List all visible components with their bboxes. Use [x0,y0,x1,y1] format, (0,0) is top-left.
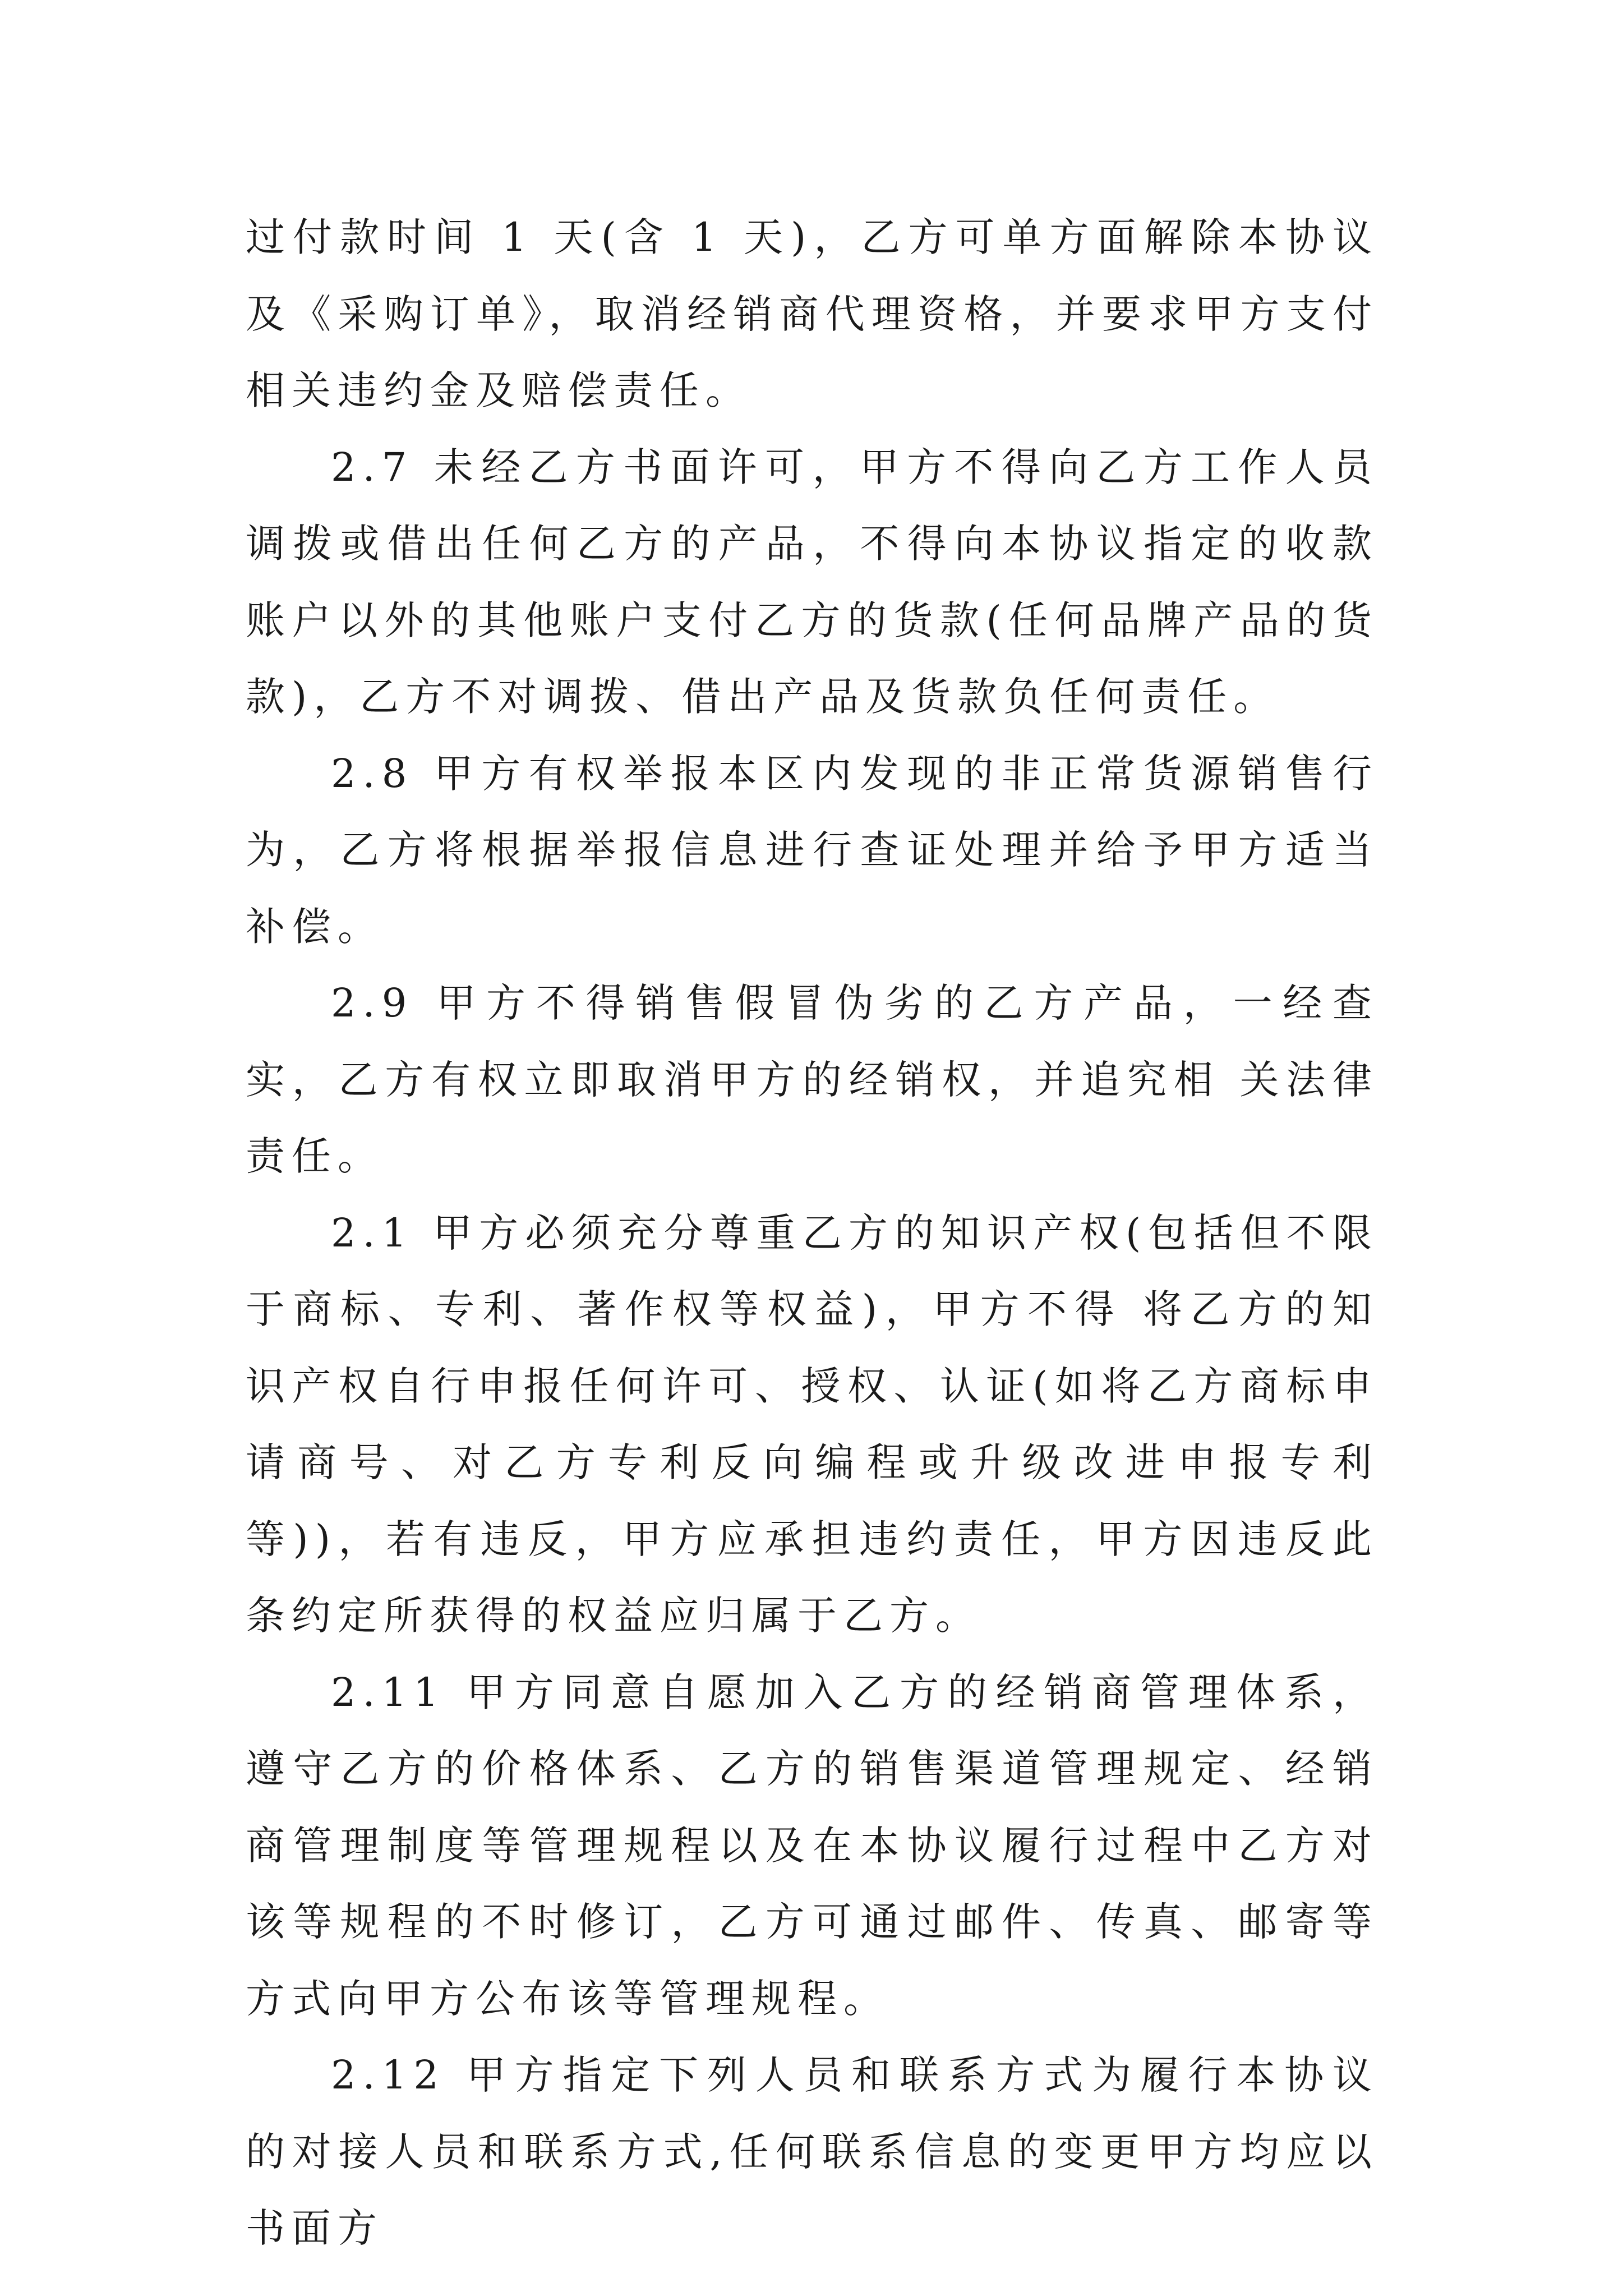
paragraph-2-11: 2.11 甲方同意自愿加入乙方的经销商管理体系，遵守乙方的价格体系、乙方的销售渠道管理规定、经销商管理制度等管理规程以及在本协议履行过程中乙方对该等规程的不时修订，乙方可通过邮件、传真、邮寄等方式向甲方公布该等管理规程。 [246,1669,1378,2022]
paragraph-2-7: 2.7 未经乙方书面许可，甲方不得向乙方工作人员调拨或借出任何乙方的产品，不得向本协议指定的收款账户以外的其他账户支付乙方的货款(任何品牌产品的货款)，乙方不对调拨、借出产品及货款负任何责任。 [246,444,1378,720]
paragraph-2-9: 2.9 甲方不得销售假冒伪劣的乙方产品，一经查实，乙方有权立即取消甲方的经销权，并追究相 关法律责任。 [246,980,1378,1179]
paragraph-2-8: 2.8 甲方有权举报本区内发现的非正常货源销售行为，乙方将根据举报信息进行查证处理并给予甲方适当补偿。 [246,750,1378,950]
paragraph-2-1: 2.1 甲方必须充分尊重乙方的知识产权(包括但不限于商标、专利、著作权等权益)，甲方不得 将乙方的知识产权自行申报任何许可、授权、认证(如将乙方商标申请商号、对乙方专利反向编程或升级改进申报专利等))，若有违反，甲方应承担违约责任，甲方因违反此条约定所获得的权益应归属于乙方。 [246,1209,1378,1639]
paragraph-2-6-continued: 过付款时间 1 天(含 1 天)，乙方可单方面解除本协议及《采购订单》，取消经销商代理资格，并要求甲方支付相关违约金及赔偿责任。 [246,214,1378,413]
document-body [246,199,1378,2267]
paragraph-2-12: 2.12 甲方指定下列人员和联系方式为履行本协议的对接人员和联系方式,任何联系信息的变更甲方均应以书面方 [246,2052,1378,2251]
